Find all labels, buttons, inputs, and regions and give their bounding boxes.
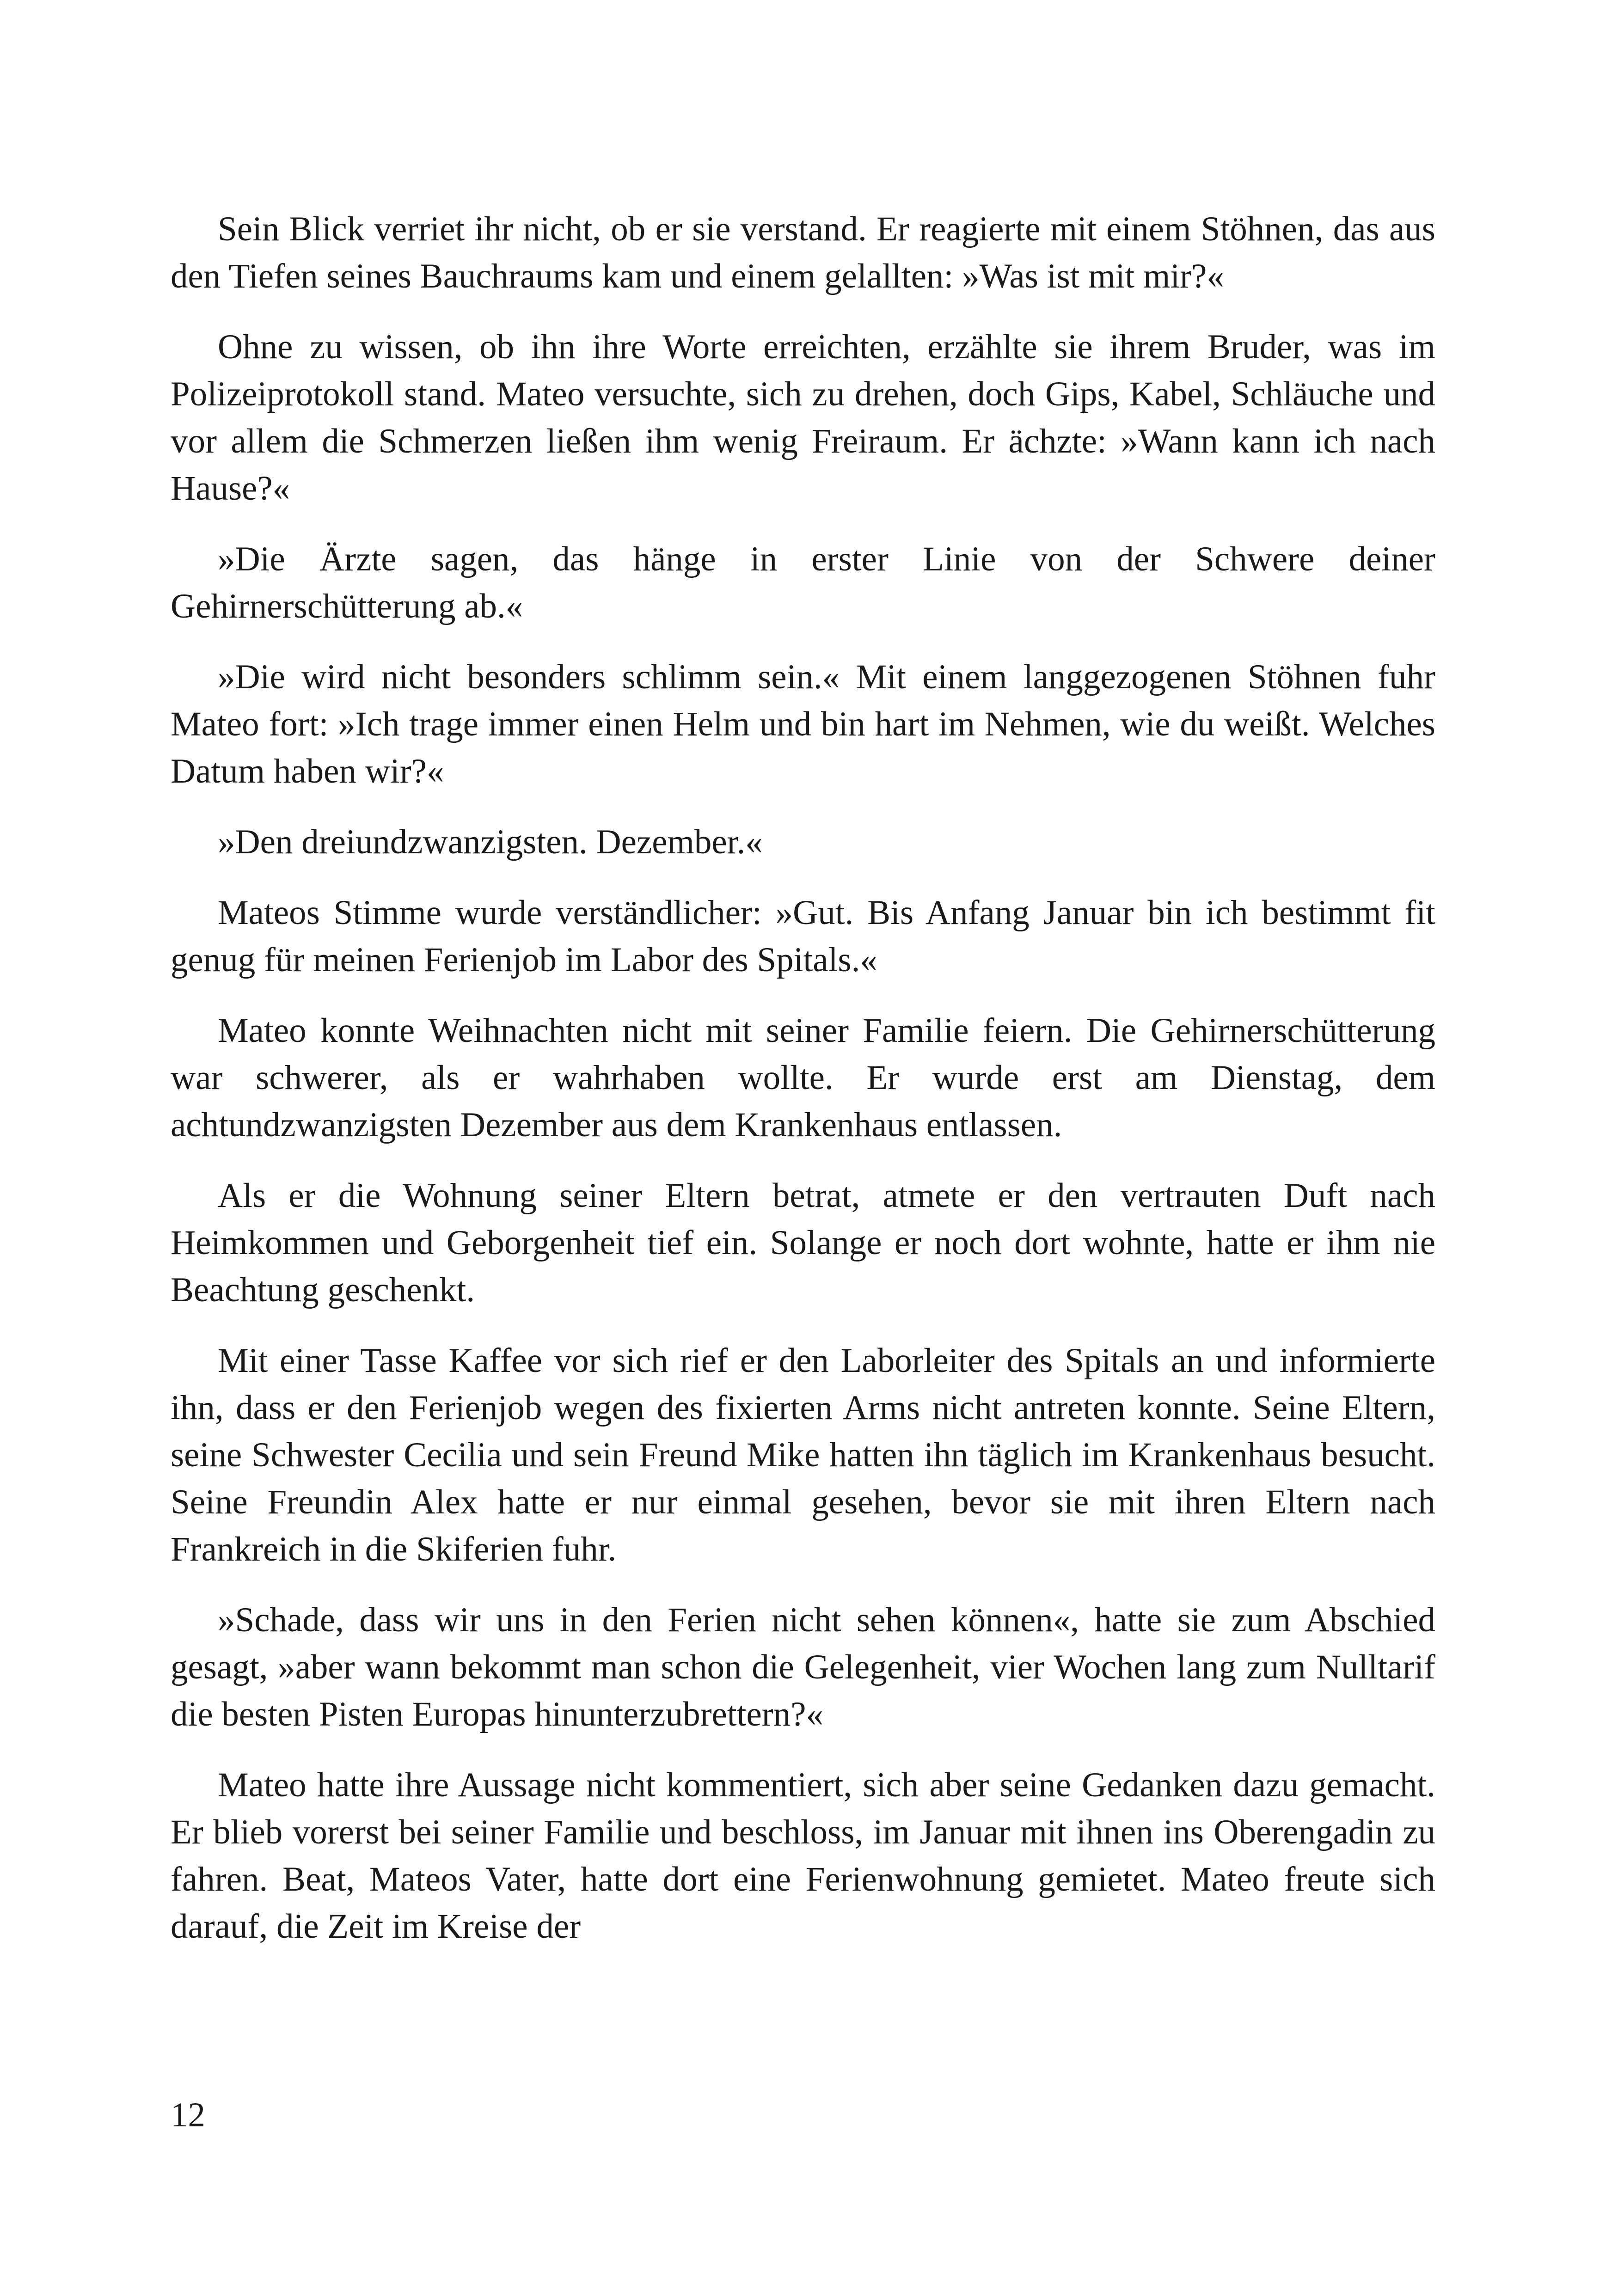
- paragraph: Mateos Stimme wurde verständlicher: »Gut. Bis Anfang Januar bin ich bestimmt fit genug für meinen Ferienjob im Labor des Spitals.«: [171, 894, 1435, 979]
- paragraph: Mateo hatte ihre Aussage nicht kommentiert, sich aber seine Gedanken dazu gemacht. Er blieb vorerst bei seiner Familie und beschloss, im Januar mit ihnen ins Oberengadin zu fahren. Beat, Mateos Vater, hatte dort eine Ferienwohnung gemietet. Mateo freute sich darauf, die Zeit im Kreise der: [171, 1766, 1435, 1946]
- paragraph: »Den dreiundzwanzigsten. Dezember.«: [218, 823, 763, 861]
- paragraph: »Die wird nicht besonders schlimm sein.« Mit einem langgezogenen Stöhnen fuhr Mateo fort: »Ich trage immer einen Helm und bin hart im Nehmen, wie du weißt. Welches Datum haben wir?«: [171, 658, 1435, 790]
- page-number: 12: [171, 2096, 205, 2134]
- paragraph: »Schade, dass wir uns in den Ferien nicht sehen können«, hatte sie zum Abschied gesagt, »aber wann bekommt man schon die Gelegenheit, vier Wochen lang zum Nulltarif die besten Pisten Europas hinunterzubrettern?«: [171, 1601, 1435, 1733]
- paragraph: Sein Blick verriet ihr nicht, ob er sie verstand. Er reagierte mit einem Stöhnen, das aus den Tiefen seines Bauchraums kam und einem gelallten: »Was ist mit mir?«: [171, 210, 1435, 295]
- paragraph: Als er die Wohnung seiner Eltern betrat, atmete er den vertrauten Duft nach Heimkommen und Geborgenheit tief ein. Solange er noch dort wohnte, hatte er ihm nie Beachtung geschenkt.: [171, 1176, 1435, 1309]
- paragraph: Mit einer Tasse Kaffee vor sich rief er den Laborleiter des Spitals an und informierte ihn, dass er den Ferienjob wegen des fixierten Arms nicht antreten konnte. Seine Eltern, seine Schwester Cecilia und sein Freund Mike hatten ihn täglich im Krankenhaus besucht. Seine Freundin Alex hatte er nur einmal gesehen, bevor sie mit ihren Eltern nach Frankreich in die Skiferien fuhr.: [171, 1341, 1435, 1568]
- paragraph: Ohne zu wissen, ob ihn ihre Worte erreichten, erzählte sie ihrem Bruder, was im Polizeiprotokoll stand. Mateo versuchte, sich zu drehen, doch Gips, Kabel, Schläuche und vor allem die Schmerzen ließen ihm wenig Freiraum. Er ächzte: »Wann kann ich nach Hause?«: [171, 328, 1435, 508]
- paragraph: »Die Ärzte sagen, das hänge in erster Linie von der Schwere deiner Gehirnerschütterung ab.«: [171, 540, 1435, 625]
- body-text: [171, 206, 1435, 1974]
- paragraph: Mateo konnte Weihnachten nicht mit seiner Familie feiern. Die Gehirnerschütterung war schwerer, als er wahrhaben wollte. Er wurde erst am Dienstag, dem achtundzwanzigsten Dezember aus dem Krankenhaus entlassen.: [171, 1011, 1435, 1144]
